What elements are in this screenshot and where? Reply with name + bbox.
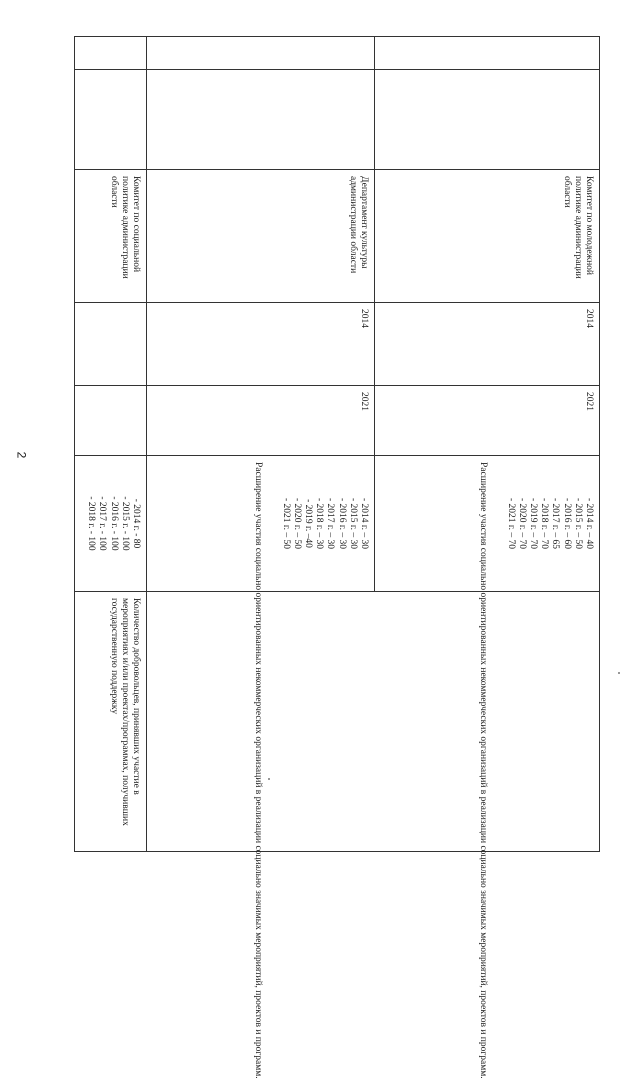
row-1-value: - 2021 г. – 70 [505, 497, 516, 550]
row-2-first-cell [147, 37, 375, 70]
row-3-value: - 2016 г. - 100 [108, 496, 119, 551]
scan-speck [268, 778, 270, 780]
row-2-note: Расширение участия социально ориентированных некоммерческих организаций в реализации социально значимых мероприятий, проектов и программ. [253, 462, 264, 1079]
row-2-value: - 2017 г. – 30 [325, 497, 336, 550]
table-row [75, 37, 147, 852]
row-3-values-cell [75, 456, 147, 592]
row-1-second-cell [375, 70, 600, 170]
row-1-value: - 2015 г. – 50 [572, 497, 583, 550]
row-3-value: - 2017 г. - 100 [97, 496, 108, 551]
row-1-executor: Комитет по молодежной политике администрации области [375, 170, 600, 303]
row-1-value: - 2016 г. – 60 [561, 497, 572, 550]
row-3-executor: Комитет по социальной политике администрации области [75, 170, 147, 303]
row-1-value: - 2017 г. – 65 [550, 497, 561, 550]
page-number: 2 [14, 451, 29, 459]
row-1-value: - 2018 г. – 70 [539, 497, 550, 550]
row-2-value: - 2021 г. – 50 [280, 497, 291, 550]
row-2-value: - 2014 г. – 30 [359, 497, 369, 550]
table-row [375, 37, 600, 852]
row-2-start-year: 2014 [147, 303, 375, 386]
row-2-value: - 2019 г. –40 [302, 499, 313, 548]
row-3-second-cell [75, 70, 147, 170]
row-2-values-cell [147, 456, 375, 1079]
row-2-value: - 2018 г. – 30 [314, 497, 325, 550]
rotated-table-container [75, 36, 600, 1079]
row-2-value: - 2020 г. – 50 [291, 497, 302, 550]
row-3-value: - 2018 г. - 100 [86, 496, 97, 551]
row-1-note: Расширение участия социально ориентированных некоммерческих организаций в реализации социально значимых мероприятий, проектов и программ. [478, 462, 489, 1079]
row-3-value: - 2014 г. - 80 [131, 498, 141, 549]
row-2-end-year: 2021 [147, 386, 375, 456]
document-table-sheet [75, 36, 600, 1079]
row-1-value: - 2014 г. – 40 [584, 497, 594, 550]
row-2-second-cell [147, 70, 375, 170]
row-3-end-year [75, 386, 147, 456]
row-1-values-cell [375, 456, 600, 1079]
row-3-start-year [75, 303, 147, 386]
row-2-value: - 2016 г. – 30 [336, 497, 347, 550]
row-1-start-year: 2014 [375, 303, 600, 386]
row-2-executor: Департамент культуры администрации области [147, 170, 375, 303]
row-3-value: - 2015 г. - 100 [119, 496, 130, 551]
row-1-value: - 2020 г. – 70 [516, 497, 527, 550]
row-1-value: - 2019 г. – 70 [527, 497, 538, 550]
indicator-cell-empty [147, 592, 600, 852]
row-3-indicator: Количество добровольцев, принявших участие в мероприятиях и/или проектах/программах, получивших государственную поддержку [75, 592, 147, 852]
row-2-value: - 2015 г. – 30 [347, 497, 358, 550]
scan-speck [618, 672, 620, 674]
row-3-first-cell [75, 37, 147, 70]
measures-table [74, 36, 600, 1079]
row-1-first-cell [375, 37, 600, 70]
row-1-end-year: 2021 [375, 386, 600, 456]
